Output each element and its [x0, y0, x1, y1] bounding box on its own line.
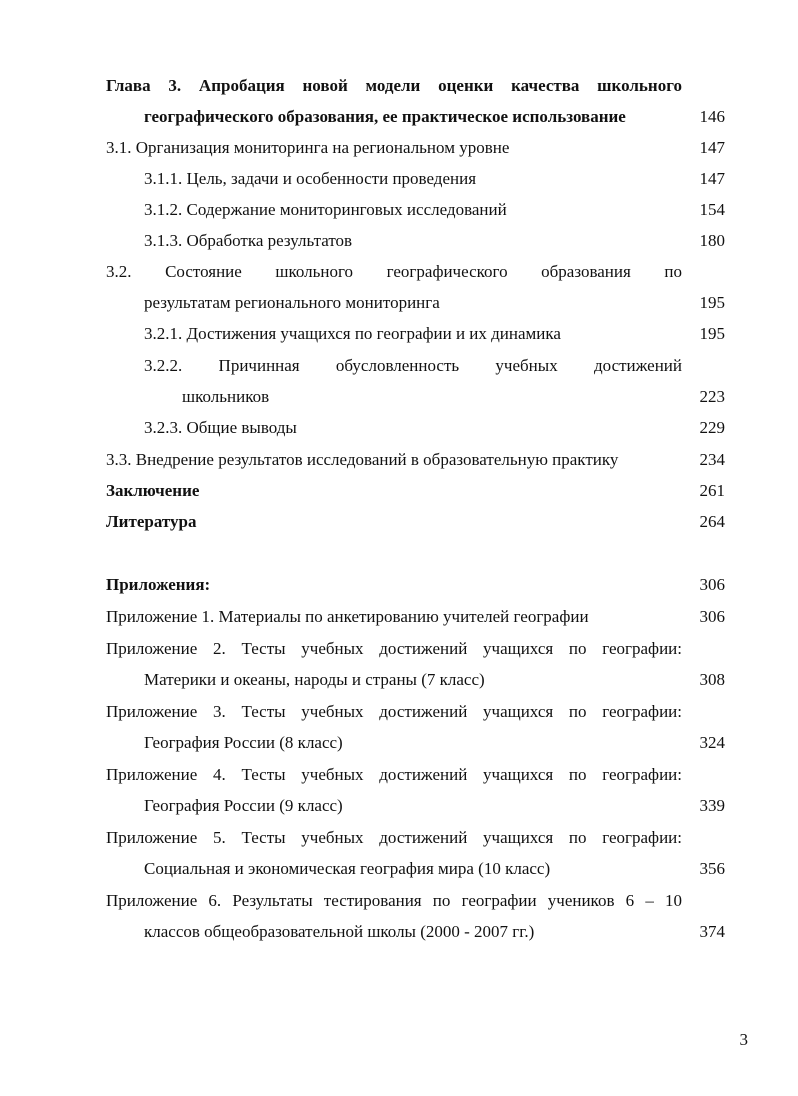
toc-section-3-1-3: [144, 231, 725, 255]
toc-appendix-5-title-line1: Приложение 5. Тесты учебных достижений учащихся по географии:: [106, 828, 682, 847]
toc-literature-page: 264: [699, 512, 725, 531]
toc-section-3-1-title: 3.1. Организация мониторинга на региональном уровне: [106, 138, 510, 157]
toc-conclusion-page: 261: [699, 481, 725, 500]
toc-section-3-2-2-line2: [182, 387, 725, 411]
toc-appendix-2-title-line2: Материки и океаны, народы и страны (7 класс): [144, 670, 485, 689]
toc-section-3-2-1-title: 3.2.1. Достижения учащихся по географии и их динамика: [144, 324, 561, 343]
toc-chapter3-title-line2: географического образования, ее практическое использование: [144, 107, 626, 126]
toc-appendices: [106, 575, 725, 599]
toc-appendix-5-line1: [106, 828, 725, 852]
toc-section-3-3: [106, 450, 725, 474]
toc-appendix-4-title-line2: География России (9 класс): [144, 796, 343, 815]
toc-section-3-1-2: [144, 200, 725, 224]
toc-section-3-2-2-title-line2: школьников: [182, 387, 270, 406]
toc-appendix-3-title-line2: География России (8 класс): [144, 733, 343, 752]
toc-appendix-3-line1: [106, 702, 725, 726]
toc-section-3-3-page: 234: [699, 450, 725, 469]
toc-section-3-2-line2: [144, 293, 725, 317]
toc-appendix-6-page: 374: [699, 922, 725, 941]
toc-appendix-6-line1: [106, 891, 725, 915]
toc-appendix-3-page: 324: [699, 733, 725, 752]
toc-appendix-6-title-line2: классов общеобразовательной школы (2000 - 2007 гг.): [144, 922, 535, 941]
toc-section-3-2-2-line1: [144, 356, 725, 380]
toc-appendix-2-page: 308: [699, 670, 725, 689]
toc-section-3-2-line1: [106, 262, 725, 286]
toc-appendix-5-line2: [144, 859, 725, 883]
toc-section-3-2-1: [144, 324, 725, 348]
toc-appendix-3-title-line1: Приложение 3. Тесты учебных достижений учащихся по географии:: [106, 702, 682, 721]
toc-appendix-2-title-line1: Приложение 2. Тесты учебных достижений учащихся по географии:: [106, 639, 682, 658]
toc-appendix-6-title-line1: Приложение 6. Результаты тестирования по географии учеников 6 – 10: [106, 891, 682, 910]
toc-appendix-5-title-line2: Социальная и экономическая география мира (10 класс): [144, 859, 551, 878]
toc-appendix-6-line2: [144, 922, 725, 946]
toc-section-3-2-1-page: 195: [699, 324, 725, 343]
toc-section-3-2-page: 195: [699, 293, 725, 312]
toc-appendix-3-line2: [144, 733, 725, 757]
toc-chapter3-line2: [144, 107, 725, 131]
toc-literature: [106, 512, 725, 536]
toc-appendix-4-line2: [144, 796, 725, 820]
toc-section-3-1-2-title: 3.1.2. Содержание мониторинговых исследований: [144, 200, 507, 219]
toc-section-3-2-2-title-line1: 3.2.2. Причинная обусловленность учебных достижений: [144, 356, 682, 375]
toc-section-3-1-page: 147: [699, 138, 725, 157]
toc-appendix-4-page: 339: [699, 796, 725, 815]
toc-conclusion: [106, 481, 725, 505]
toc-appendix-5-page: 356: [699, 859, 725, 878]
toc-section-3-2-title-line1: 3.2. Состояние школьного географического образования по: [106, 262, 682, 281]
toc-appendix-2-line1: [106, 639, 725, 663]
toc-section-3-1-1: [144, 169, 725, 193]
toc-section-3-3-title: 3.3. Внедрение результатов исследований в образовательную практику: [106, 450, 619, 469]
toc-section-3-1: [106, 138, 725, 162]
toc-section-3-1-3-page: 180: [699, 231, 725, 250]
toc-section-3-1-1-title: 3.1.1. Цель, задачи и особенности проведения: [144, 169, 477, 188]
toc-conclusion-title: Заключение: [106, 481, 200, 500]
page-number: 3: [739, 1030, 748, 1049]
toc-section-3-2-3: [144, 418, 725, 442]
toc-appendix-4-line1: [106, 765, 725, 789]
toc-section-3-1-1-page: 147: [699, 169, 725, 188]
toc-appendix-1: [106, 607, 725, 631]
toc-section-3-1-3-title: 3.1.3. Обработка результатов: [144, 231, 353, 250]
toc-appendix-4-title-line1: Приложение 4. Тесты учебных достижений учащихся по географии:: [106, 765, 682, 784]
toc-section-3-1-2-page: 154: [699, 200, 725, 219]
toc-chapter3-line1: [106, 76, 725, 100]
toc-appendix-1-page: 306: [699, 607, 725, 626]
toc-appendices-page: 306: [699, 575, 725, 594]
toc-section-3-2-title-line2: результатам регионального мониторинга: [144, 293, 440, 312]
toc-section-3-2-3-page: 229: [699, 418, 725, 437]
toc-literature-title: Литература: [106, 512, 197, 531]
toc-section-3-2-2-page: 223: [699, 387, 725, 406]
toc-chapter3-title-line1: Глава 3. Апробация новой модели оценки качества школьного: [106, 76, 682, 95]
toc-appendices-title: Приложения:: [106, 575, 211, 594]
toc-appendix-1-title: Приложение 1. Материалы по анкетированию учителей географии: [106, 607, 589, 626]
toc-section-3-2-3-title: 3.2.3. Общие выводы: [144, 418, 297, 437]
toc-chapter3-page: 146: [699, 107, 725, 126]
toc-appendix-2-line2: [144, 670, 725, 694]
